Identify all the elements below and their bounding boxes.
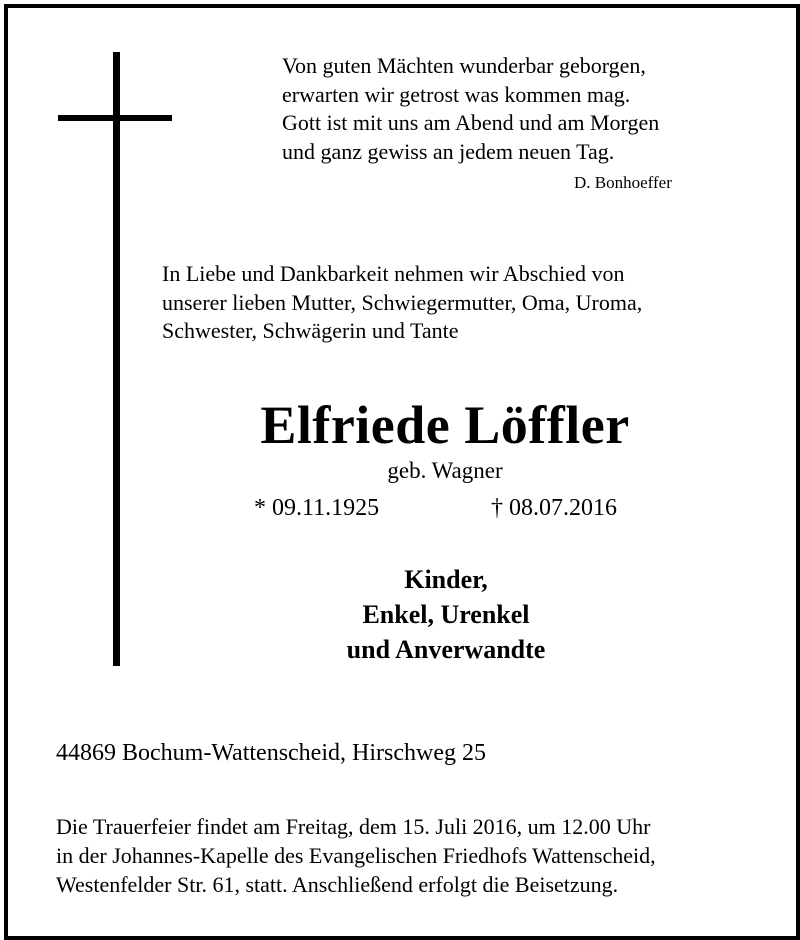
mourners-line: Kinder, bbox=[404, 565, 488, 594]
address: 44869 Bochum-Wattenscheid, Hirschweg 25 bbox=[56, 740, 486, 766]
intro-line: unserer lieben Mutter, Schwiegermutter, Oma, Uroma, bbox=[162, 289, 643, 315]
poem-line: und ganz gewiss an jedem neuen Tag. bbox=[282, 138, 615, 164]
poem-author: D. Bonhoeffer bbox=[574, 173, 672, 192]
birth-name: geb. Wagner bbox=[387, 458, 503, 483]
poem bbox=[282, 55, 659, 169]
poem-line: Von guten Mächten wunderbar geborgen, bbox=[282, 53, 646, 78]
mourners bbox=[0, 567, 800, 672]
cross-icon-horizontal-bar bbox=[58, 115, 172, 121]
poem-line: erwarten wir getrost was kommen mag. bbox=[282, 81, 631, 107]
birth-date: * 09.11.1925 bbox=[254, 495, 380, 521]
funeral-line: Die Trauerfeier findet am Freitag, dem 15. Juli 2016, um 12.00 Uhr bbox=[56, 814, 651, 839]
deceased-name: Elfriede Löffler bbox=[260, 395, 630, 455]
intro-line: In Liebe und Dankbarkeit nehmen wir Abschied von bbox=[162, 261, 625, 286]
mourners-line: und Anverwandte bbox=[346, 635, 546, 664]
intro-text bbox=[162, 263, 642, 349]
funeral-details bbox=[56, 816, 656, 903]
poem-line: Gott ist mit uns am Abend und am Morgen bbox=[282, 110, 660, 135]
intro-line: Schwester, Schwägerin und Tante bbox=[162, 318, 459, 343]
funeral-line: in der Johannes-Kapelle des Evangelischen Friedhofs Wattenscheid, bbox=[56, 843, 656, 868]
funeral-line: Westenfelder Str. 61, statt. Anschließend erfolgt die Beisetzung. bbox=[56, 872, 619, 897]
death-date: † 08.07.2016 bbox=[491, 495, 617, 521]
mourners-line: Enkel, Urenkel bbox=[362, 600, 530, 629]
